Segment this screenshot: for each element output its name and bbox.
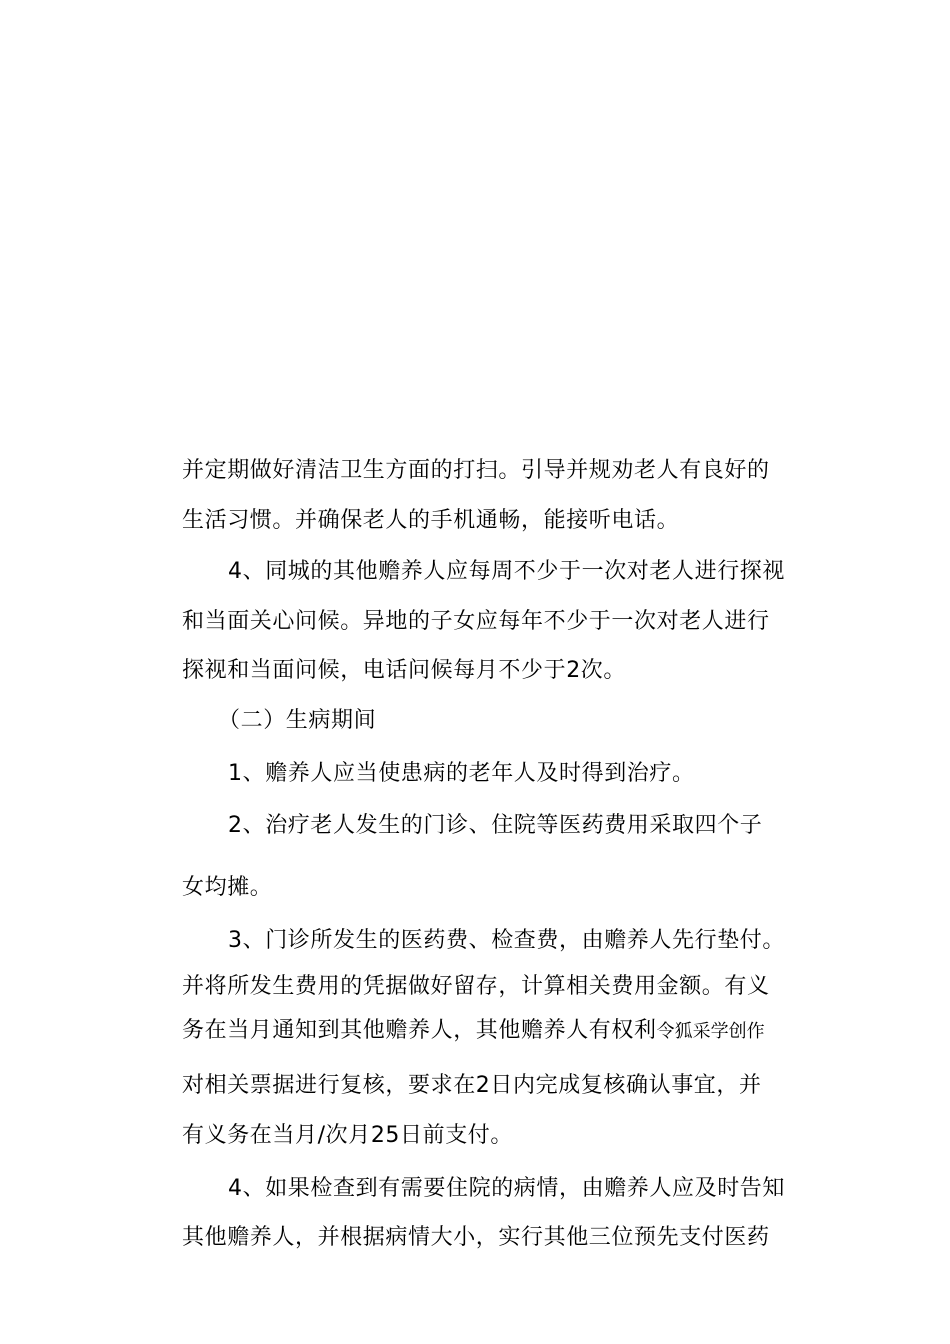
paragraph-line: 3、门诊所发生的医药费、检查费，由赡养人先行垫付。: [228, 928, 785, 953]
paragraph-line: [182, 1016, 765, 1047]
paragraph-line: 和当面关心问候。异地的子女应每年不少于一次对老人进行: [182, 609, 770, 634]
section-heading: （二）生病期间: [218, 708, 377, 733]
paragraph-line: 其他赡养人，并根据病情大小，实行其他三位预先支付医药: [182, 1225, 770, 1250]
paragraph-line: 生活习惯。并确保老人的手机通畅，能接听电话。: [182, 508, 680, 533]
watermark-text: 令狐采学创作: [656, 1021, 765, 1042]
paragraph-line: 1、赡养人应当使患病的老年人及时得到治疗。: [228, 761, 695, 786]
paragraph-line: 2、治疗老人发生的门诊、住院等医药费用采取四个子: [228, 813, 763, 838]
paragraph-line: 并将所发生费用的凭据做好留存，计算相关费用金额。有义: [182, 974, 770, 999]
paragraph-line: 并定期做好清洁卫生方面的打扫。引导并规劝老人有良好的: [182, 458, 770, 483]
paragraph-line: 探视和当面问候，电话问候每月不少于2次。: [182, 658, 626, 683]
paragraph-text: 务在当月通知到其他赡养人，其他赡养人有权利: [182, 1018, 657, 1043]
paragraph-line: 对相关票据进行复核，要求在2日内完成复核确认事宜，并: [182, 1073, 762, 1098]
paragraph-line: 有义务在当月/次月25日前支付。: [182, 1123, 514, 1148]
paragraph-line: 女均摊。: [182, 875, 273, 900]
paragraph-line: 4、同城的其他赡养人应每周不少于一次对老人进行探视: [228, 559, 785, 584]
paragraph-line: 4、如果检查到有需要住院的病情，由赡养人应及时告知: [228, 1176, 785, 1201]
